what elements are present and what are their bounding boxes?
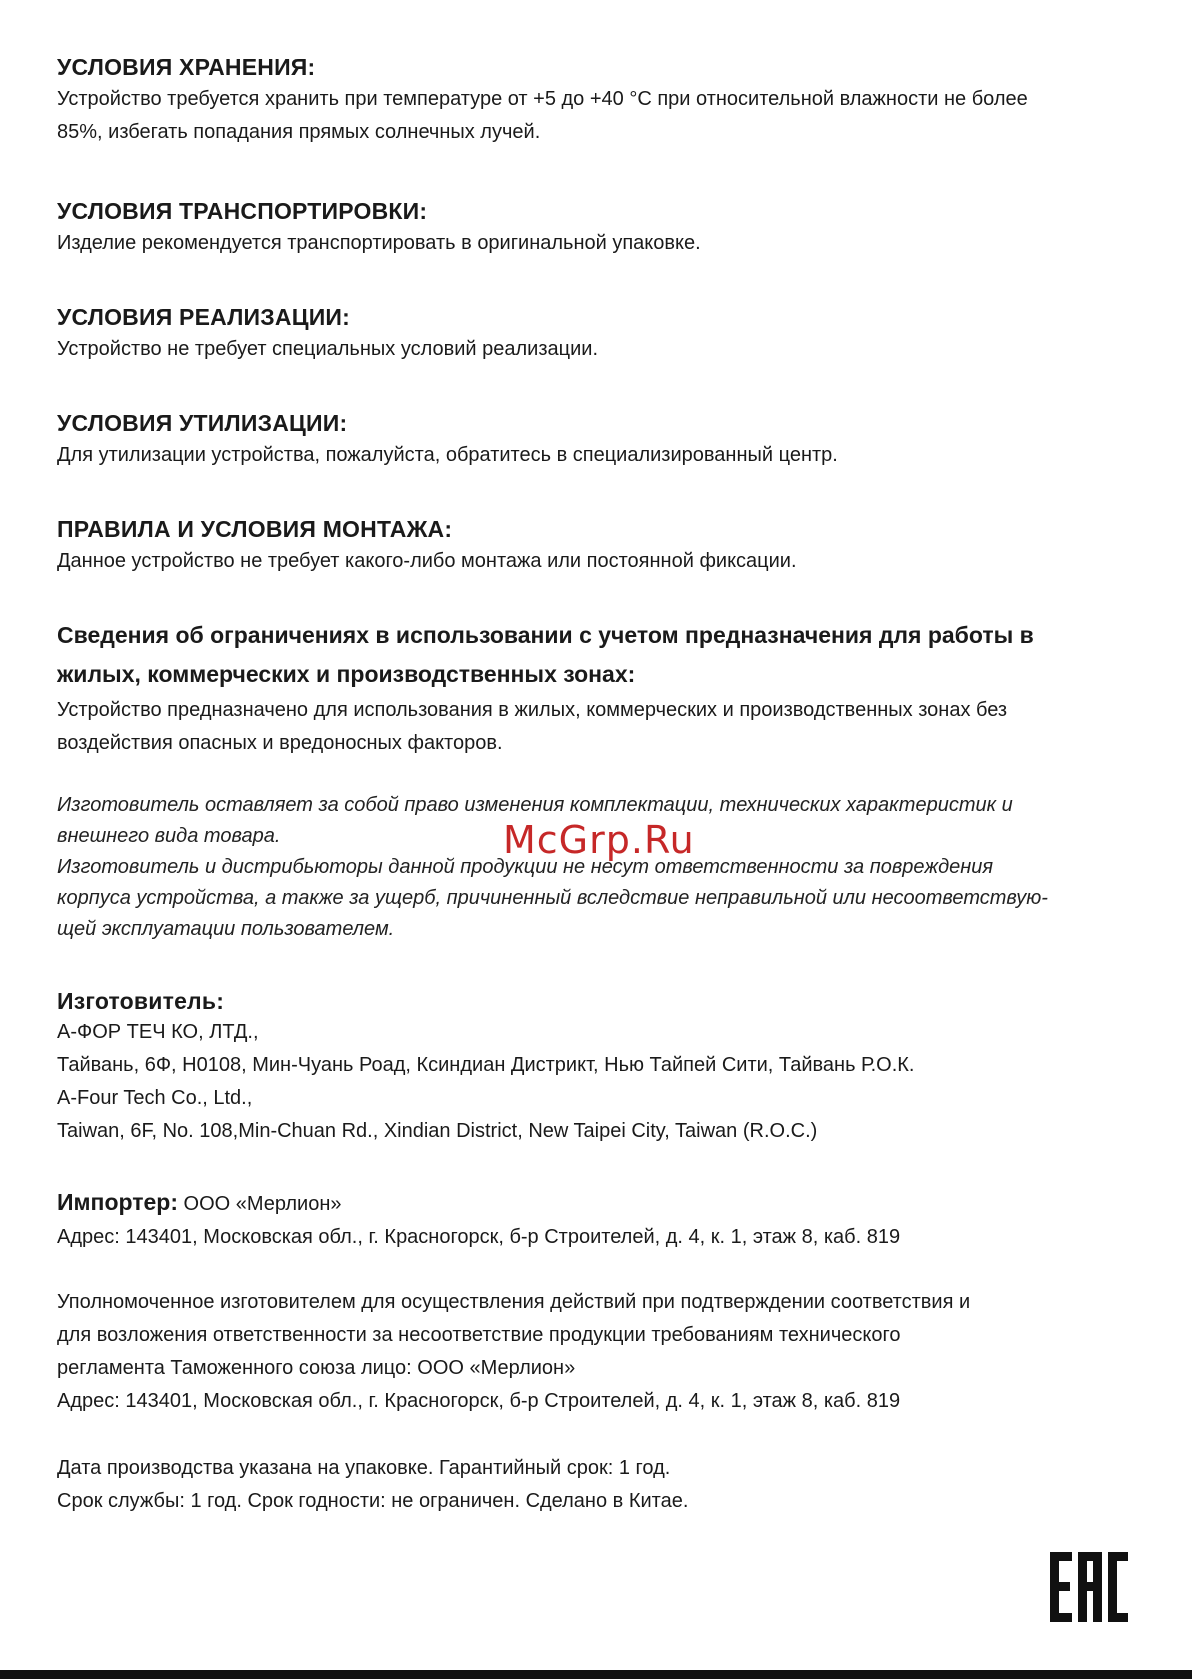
authorized-line-1: Уполномоченное изготовителем для осуществления действий при подтверждении соответствия и [57, 1291, 971, 1313]
watermark: McGrp.Ru [503, 818, 695, 862]
disposal-section [57, 408, 1137, 472]
storage-section [57, 52, 1137, 149]
mounting-section [57, 514, 1137, 578]
authorized-address: Адрес: 143401, Московская обл., г. Красногорск, б-р Строителей, д. 4, к. 1, этаж 8, каб. 819 [57, 1390, 901, 1412]
mounting-text: Данное устройство не требует какого-либо монтажа или постоянной фиксации. [57, 550, 797, 572]
mounting-heading: ПРАВИЛА И УСЛОВИЯ МОНТАЖА: [57, 516, 453, 542]
storage-text-line-1: Устройство требуется хранить при температуре от +5 до +40 °С при относительной влажности не более [57, 88, 1028, 110]
manufacturer-heading: Изготовитель: [57, 988, 225, 1014]
restrictions-text-line-1: Устройство предназначено для использования в жилых, коммерческих и производственных зонах без [57, 699, 1008, 721]
sales-heading: УСЛОВИЯ РЕАЛИЗАЦИИ: [57, 304, 351, 330]
sales-section [57, 302, 1137, 366]
restrictions-heading-line-1: Сведения об ограничениях в использовании с учетом предназначения для работы в [57, 622, 1034, 648]
storage-heading: УСЛОВИЯ ХРАНЕНИЯ: [57, 54, 316, 80]
disclaimer-section [57, 790, 1137, 945]
disclaimer-line-5: щей эксплуатации пользователем. [57, 918, 395, 940]
storage-text-line-2: 85%, избегать попадания прямых солнечных лучей. [57, 121, 541, 143]
eac-logo [1050, 1552, 1128, 1622]
disclaimer-line-3: Изготовитель и дистрибьюторы данной продукции не несут ответственности за повреждения [57, 856, 994, 878]
restrictions-section [57, 616, 1137, 760]
dates-line-2: Срок службы: 1 год. Срок годности: не ограничен. Сделано в Китае. [57, 1490, 689, 1512]
importer-name: ООО «Мерлион» [178, 1193, 342, 1215]
transport-heading: УСЛОВИЯ ТРАНСПОРТИРОВКИ: [57, 198, 428, 224]
transport-text: Изделие рекомендуется транспортировать в оригинальной упаковке. [57, 232, 701, 254]
importer-address: Адрес: 143401, Московская обл., г. Красногорск, б-р Строителей, д. 4, к. 1, этаж 8, каб. 819 [57, 1226, 901, 1248]
importer-label: Импортер: [57, 1189, 178, 1215]
disclaimer-line-4: корпуса устройства, а также за ущерб, причиненный вследствие неправильной или несоответствую- [57, 887, 1048, 909]
manufacturer-line-4: Taiwan, 6F, No. 108,Min-Chuan Rd., Xindian District, New Taipei City, Taiwan (R.O.C.) [57, 1120, 818, 1142]
transport-section [57, 196, 1137, 260]
restrictions-text-line-2: воздействия опасных и вредоносных факторов. [57, 732, 503, 754]
authorized-line-3: регламента Таможенного союза лицо: ООО «Мерлион» [57, 1357, 576, 1379]
restrictions-heading-line-2: жилых, коммерческих и производственных зонах: [57, 661, 636, 687]
authorized-section [57, 1286, 1137, 1418]
disclaimer-line-2: внешнего вида товара. [57, 825, 281, 847]
importer-line [57, 1186, 1137, 1221]
bottom-border [0, 1670, 1192, 1679]
disposal-text: Для утилизации устройства, пожалуйста, обратитесь в специализированный центр. [57, 444, 838, 466]
disposal-heading: УСЛОВИЯ УТИЛИЗАЦИИ: [57, 410, 348, 436]
disclaimer-line-1: Изготовитель оставляет за собой право изменения комплектации, технических характеристик и [57, 794, 1013, 816]
importer-section [57, 1186, 1137, 1254]
authorized-line-2: для возложения ответственности за несоответствие продукции требованиям технического [57, 1324, 901, 1346]
dates-section [57, 1452, 1137, 1518]
manufacturer-section [57, 986, 1137, 1148]
manufacturer-line-1: А-ФОР ТЕЧ КО, ЛТД., [57, 1021, 259, 1043]
manufacturer-line-3: A-Four Tech Co., Ltd., [57, 1087, 253, 1109]
dates-line-1: Дата производства указана на упаковке. Гарантийный срок: 1 год. [57, 1457, 671, 1479]
sales-text: Устройство не требует специальных условий реализации. [57, 338, 599, 360]
manufacturer-line-2: Тайвань, 6Ф, Н0108, Мин-Чуань Роад, Ксиндиан Дистрикт, Нью Тайпей Сити, Тайвань Р.О.К. [57, 1054, 915, 1076]
